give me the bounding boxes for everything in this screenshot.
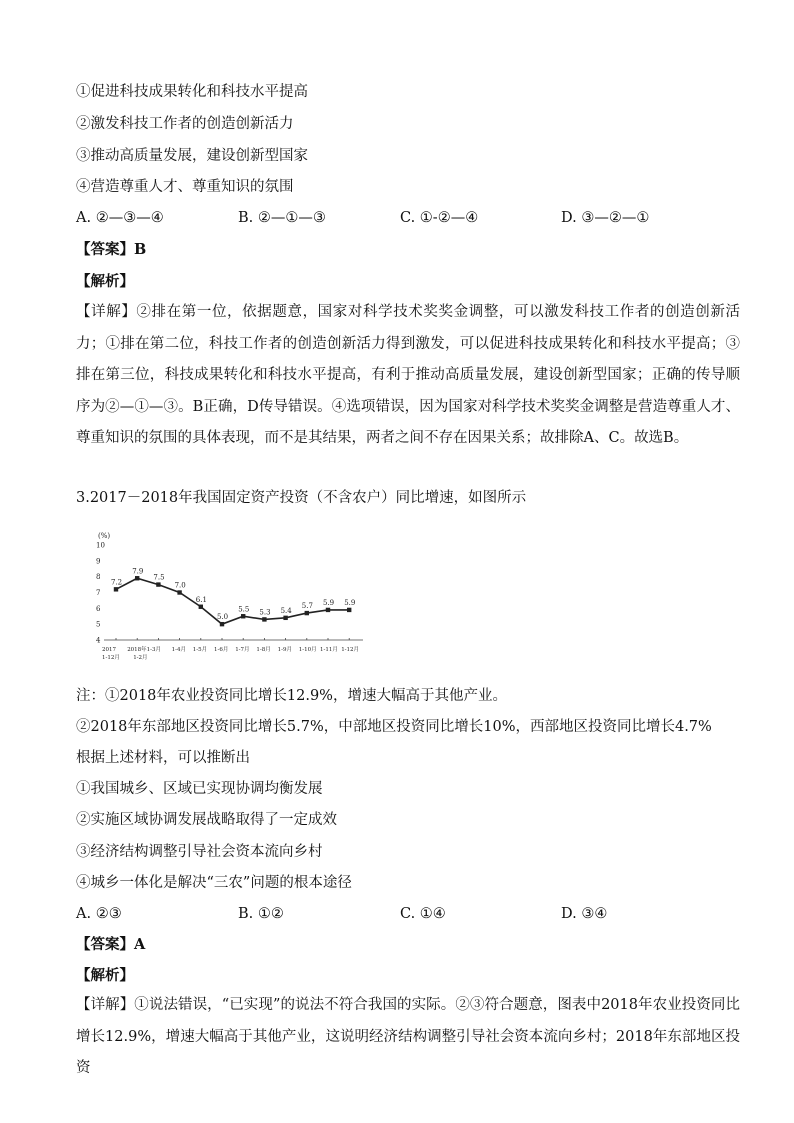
q2-option-a: A. ②—③—④	[76, 210, 164, 226]
q3-option-b: B. ①②	[238, 906, 284, 922]
data-point	[262, 617, 266, 621]
data-label: 5.5	[238, 605, 250, 614]
q3-item-1: ①我国城乡、区域已实现协调均衡发展	[76, 781, 323, 797]
q3-item-3: ③经济结构调整引导社会资本流向乡村	[76, 844, 323, 860]
data-label: 5.7	[301, 602, 313, 611]
x-tick-label: 1-11月	[320, 647, 338, 653]
data-label: 5.9	[344, 598, 356, 607]
q2-detail: 【详解】②排在第一位，依据题意，国家对科学技术奖奖金调整，可以激发科技工作者的创造创新活力；①排在第二位，科技工作者的创造创新活力得到激发，可以促进科技成果转化和科技水平提高；③排在第三位，科技成果转化和科技水平提高，有利于推动高质量发展，建设创新型国家；正确的传导顺序为②—①—③。B正确，D传导错误。④选项错误，因为国家对科学技术奖奖金调整是营造尊重人才、尊重知识的氛围的具体表现，而不是其结果，两者之间不存在因果关系；故排除A、C。故选B。	[76, 304, 740, 446]
x-tick-label: 2018年1-3月	[127, 647, 162, 653]
data-point	[114, 587, 118, 591]
data-label: 6.1	[195, 595, 207, 604]
q3-lead: 根据上述材料，可以推断出	[76, 750, 250, 766]
investment-growth-chart	[88, 528, 378, 668]
x-tick-label: 1-6月	[214, 647, 229, 653]
data-label: 5.0	[217, 613, 229, 622]
q3-option-c: C. ①④	[400, 906, 446, 922]
data-point	[199, 605, 203, 609]
x-tick-label: 1-9月	[277, 647, 292, 653]
data-point	[347, 608, 351, 612]
x-tick-label: 1-2月	[133, 655, 148, 661]
x-tick-label: 2017	[102, 647, 116, 653]
q2-answer: 【答案】B	[76, 241, 147, 258]
y-tick-label: 8	[96, 573, 101, 582]
data-point	[241, 614, 245, 618]
q3-note-1: 注：①2018年农业投资同比增长12.9%，增速大幅高于其他产业。	[76, 688, 507, 704]
x-tick-label: 1-4月	[171, 647, 186, 653]
data-point	[156, 582, 160, 586]
data-label: 5.9	[323, 598, 335, 607]
x-tick-label: 1-5月	[192, 647, 208, 653]
q2-option-b: B. ②—①—③	[238, 210, 326, 226]
data-point	[305, 611, 309, 615]
data-label: 5.3	[259, 608, 271, 617]
q3-option-d: D. ③④	[561, 906, 608, 922]
y-tick-label: 4	[96, 636, 101, 645]
q3-stem: 3.2017－2018年我国固定资产投资（不含农户）同比增速，如图所示	[76, 490, 527, 506]
q3-item-2: ②实施区域协调发展战略取得了一定成效	[76, 812, 337, 828]
y-tick-label: 10	[96, 541, 105, 550]
q2-option-d: D. ③—②—①	[561, 210, 650, 226]
data-point	[135, 576, 139, 580]
data-point	[326, 608, 330, 612]
y-tick-label: 9	[96, 557, 101, 566]
x-tick-label: 1-10月	[298, 647, 317, 653]
q2-item-1: ①促进科技成果转化和科技水平提高	[76, 84, 308, 100]
q2-item-2: ②激发科技工作者的创造创新活力	[76, 116, 294, 132]
q3-item-4: ④城乡一体化是解决“三农”问题的根本途径	[76, 875, 352, 891]
data-point	[283, 616, 287, 620]
x-tick-label: 1-12月	[341, 647, 360, 653]
x-tick-label: 1-7月	[235, 647, 250, 653]
q2-analysis-heading: 【解析】	[76, 273, 134, 290]
data-label: 7.5	[153, 573, 165, 582]
x-tick-label: 1-8月	[256, 647, 271, 653]
y-axis-label: (%)	[98, 532, 111, 540]
data-label: 7.2	[111, 578, 123, 587]
q2-item-4: ④营造尊重人才、尊重知识的氛围	[76, 179, 294, 195]
q3-option-a: A. ②③	[76, 906, 122, 922]
q3-note-2: ②2018年东部地区投资同比增长5.7%，中部地区投资同比增长10%，西部地区投资同比增长4.7%	[76, 719, 712, 735]
q2-option-c: C. ①-②—④	[400, 210, 479, 226]
y-tick-label: 6	[96, 604, 101, 613]
q3-detail: 【详解】①说法错误，“已实现”的说法不符合我国的实际。②③符合题意，图表中2018年农业投资同比增长12.9%，增速大幅高于其他产业，这说明经济结构调整引导社会资本流向乡村；2018年东部地区投资	[76, 997, 740, 1076]
q2-item-3: ③推动高质量发展，建设创新型国家	[76, 148, 308, 164]
y-tick-label: 5	[96, 620, 101, 629]
series-line	[116, 578, 349, 624]
data-label: 5.4	[280, 606, 292, 615]
data-label: 7.9	[132, 567, 144, 576]
data-point	[177, 590, 181, 594]
y-tick-label: 7	[96, 589, 101, 597]
data-label: 7.0	[174, 581, 186, 590]
x-tick-label: 1-12月	[102, 655, 120, 661]
q3-answer: 【答案】A	[76, 936, 146, 953]
q3-analysis-heading: 【解析】	[76, 967, 134, 984]
data-point	[220, 622, 224, 626]
